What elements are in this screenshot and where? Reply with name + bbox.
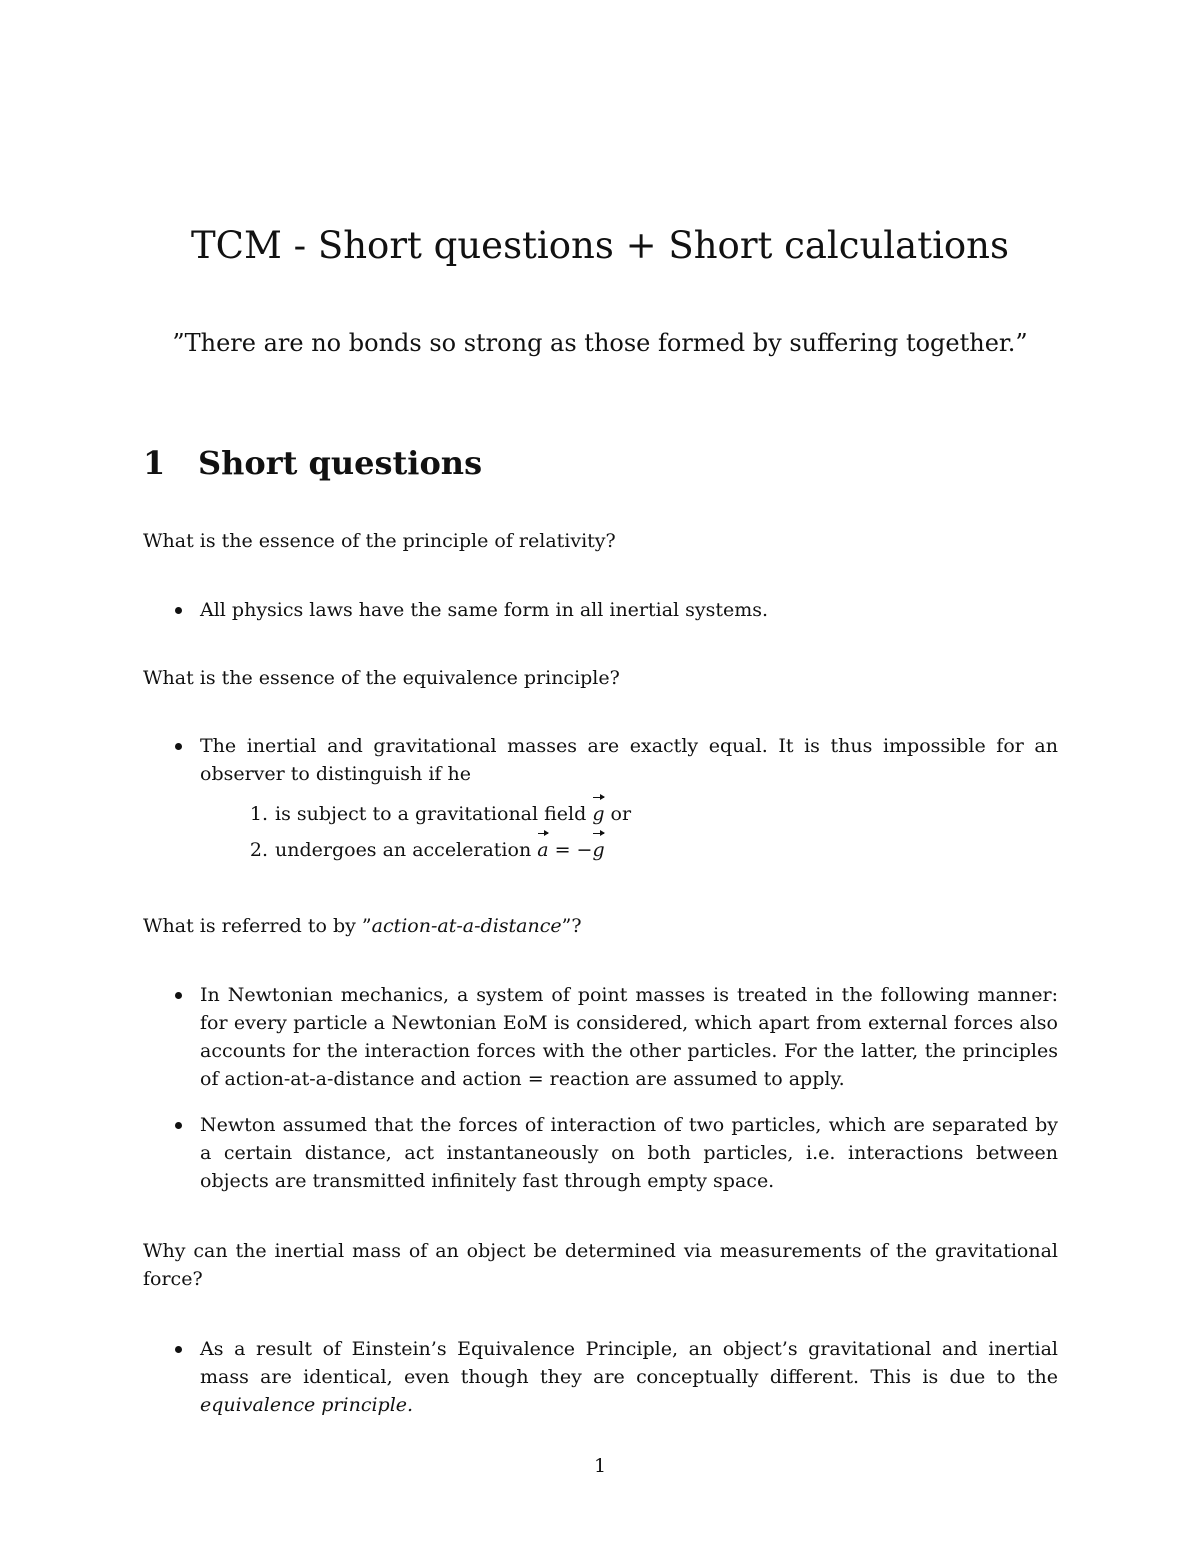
- bullet-icon: [175, 1122, 182, 1129]
- bullet-item: [143, 596, 1058, 624]
- question-text: [143, 912, 1058, 940]
- bullet-icon: [175, 743, 182, 750]
- bullet-text: As a result of Einstein’s Equivalence Principle, an object’s gravitational and inertial mass are identical, even though they are conceptually different. This is due to the: [200, 1338, 1058, 1388]
- enum-text: undergoes an acceleration: [275, 839, 538, 861]
- bullet-icon: [175, 607, 182, 614]
- question-prefix: What is referred to by ”: [143, 915, 372, 937]
- enum-text-after: or: [604, 803, 632, 825]
- page-number: 1: [593, 1455, 607, 1477]
- bullet-text: The inertial and gravitational masses are exactly equal. It is thus impossible for an observer to distinguish if he: [200, 735, 1058, 785]
- question-3: [143, 912, 1058, 940]
- question-text: What is the essence of the principle of relativity?: [143, 530, 616, 552]
- enum-item: [200, 796, 1058, 832]
- bullet-text: Newton assumed that the forces of interaction of two particles, which are separated by a certain distance, act instantaneously on both particles, i.e. interactions between objects are transmitted infinitely fast through empty space.: [200, 1114, 1058, 1192]
- question-4: [143, 1237, 1058, 1293]
- bullet-item: [143, 732, 1058, 868]
- question-text: What is the essence of the equivalence principle?: [143, 667, 620, 689]
- section-number: 1: [143, 444, 166, 482]
- question-term: action-at-a-distance: [371, 915, 562, 937]
- enum-number: 1.: [249, 803, 268, 825]
- bullet-item: [143, 981, 1058, 1093]
- answer-list-1: [143, 596, 1058, 624]
- enum-item: [200, 832, 1058, 868]
- enum-text: is subject to a gravitational field: [275, 803, 593, 825]
- bullet-text: In Newtonian mechanics, a system of point masses is treated in the following manner: for every particle a Newtonian EoM is considered, which apart from external forces also accounts for the interaction forces with the other particles. For the latter, the principles of action-at-a-distance and action = reaction are assumed to apply.: [200, 984, 1058, 1090]
- question-text: Why can the inertial mass of an object be determined via measurements of the gravitational force?: [143, 1240, 1058, 1290]
- section-title: Short questions: [198, 444, 483, 482]
- vector-g: g: [592, 796, 604, 832]
- document-title: TCM - Short questions + Short calculations: [190, 224, 1009, 267]
- bullet-item: [143, 1335, 1058, 1419]
- enumerated-list: [200, 796, 1058, 868]
- vector-g: g: [592, 832, 604, 868]
- question-suffix: ”?: [561, 915, 582, 937]
- epigraph-quote: ”There are no bonds so strong as those formed by suffering together.”: [172, 329, 1028, 357]
- answer-list-2: [143, 732, 1058, 868]
- emphasized-term: equivalence principle.: [200, 1394, 414, 1416]
- answer-list-4: [143, 1335, 1058, 1419]
- enum-number: 2.: [249, 839, 268, 861]
- bullet-text: All physics laws have the same form in all inertial systems.: [200, 599, 769, 621]
- bullet-icon: [175, 992, 182, 999]
- vector-a: a: [537, 832, 548, 868]
- question-2: [143, 664, 1058, 692]
- bullet-item: [143, 1111, 1058, 1195]
- answer-list-3: [143, 981, 1058, 1195]
- bullet-icon: [175, 1346, 182, 1353]
- equation-operator: = −: [548, 839, 593, 861]
- question-1: [143, 527, 1058, 555]
- section-heading: [143, 441, 482, 485]
